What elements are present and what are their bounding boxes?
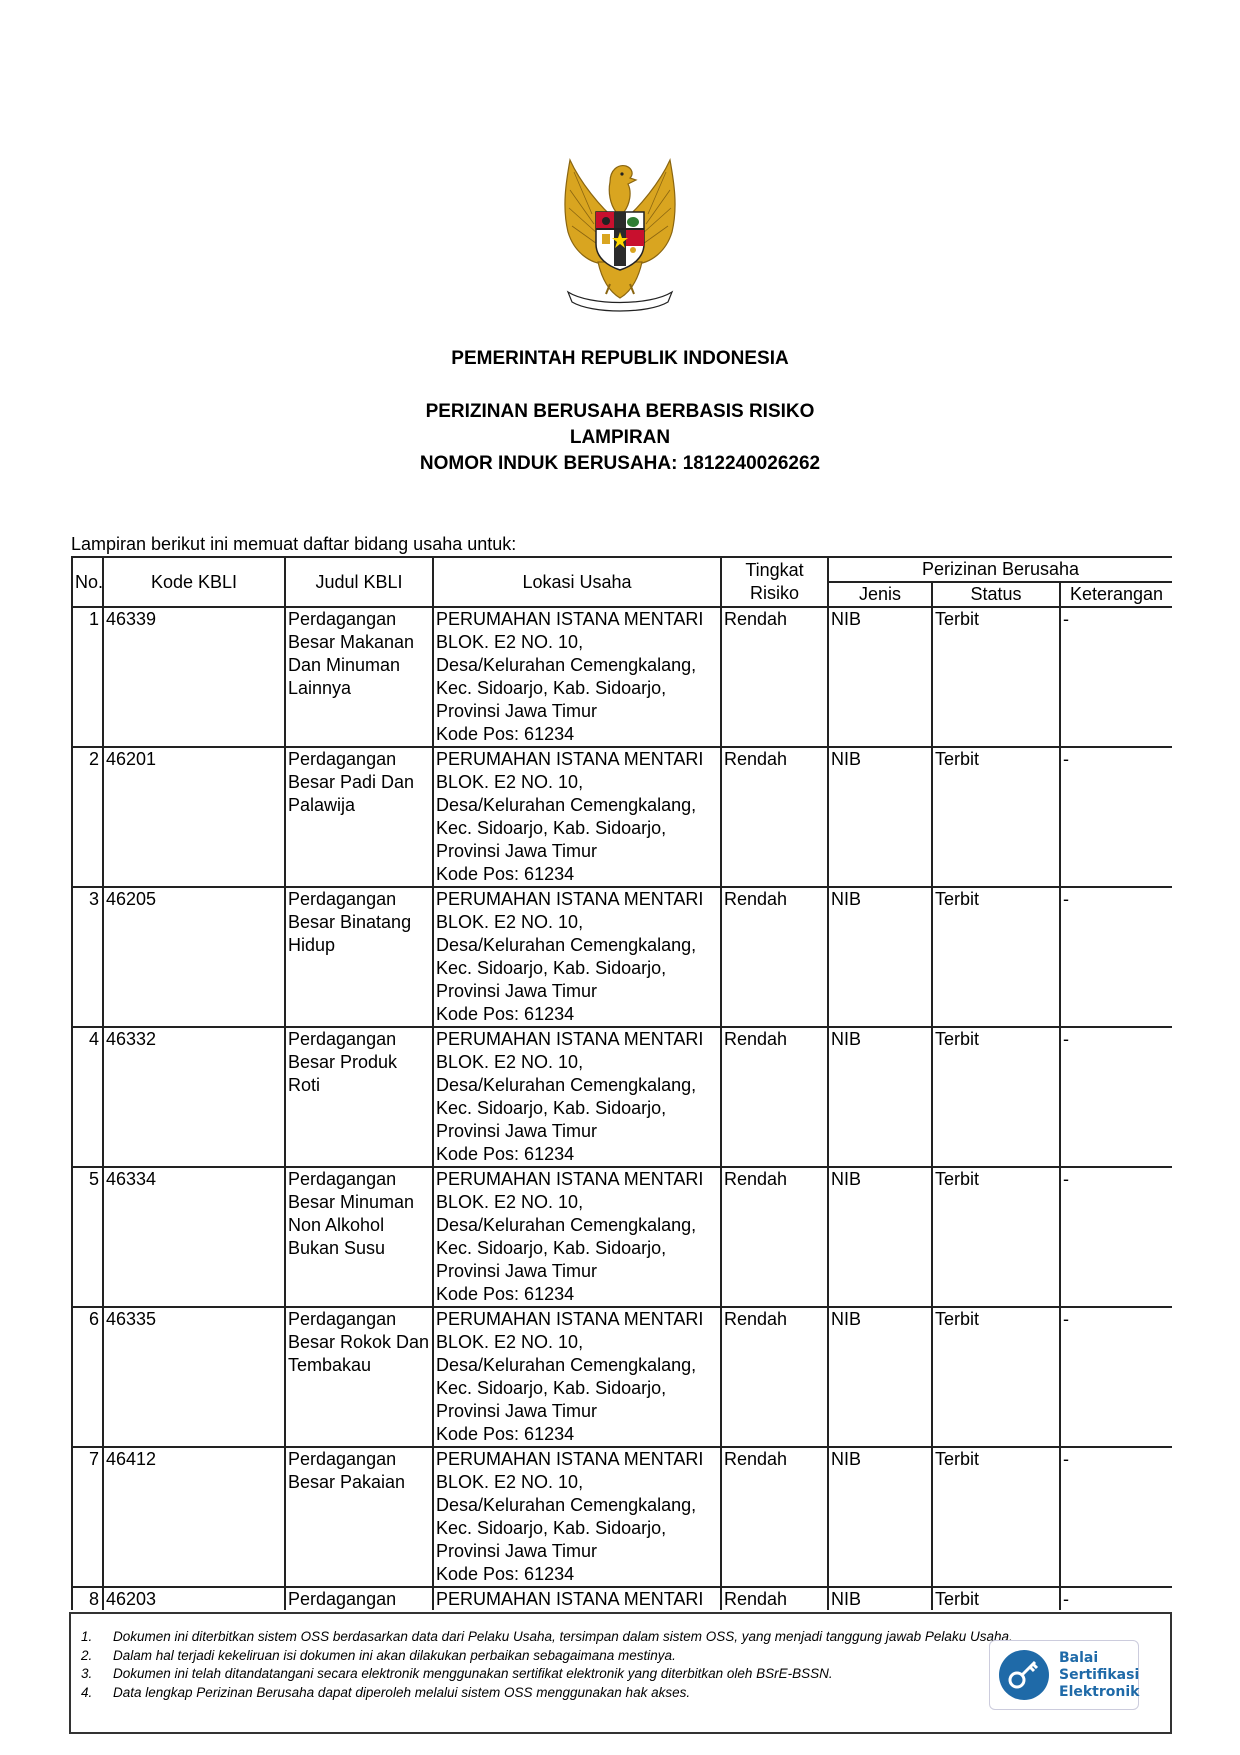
header-no: No. xyxy=(72,557,103,607)
cell-lokasi-usaha-line: PERUMAHAN ISTANA MENTARI xyxy=(436,609,704,629)
cell-lokasi-usaha-line: PERUMAHAN ISTANA MENTARI xyxy=(436,1309,704,1329)
cell-tingkat-risiko: Rendah xyxy=(721,747,828,887)
cell-lokasi-usaha xyxy=(433,607,721,747)
cell-no: 1 xyxy=(72,607,103,747)
cell-lokasi-usaha-line: Kode Pos: 61234 xyxy=(436,1004,575,1024)
cell-kode-kbli: 46412 xyxy=(103,1447,285,1587)
cell-no: 7 xyxy=(72,1447,103,1587)
cell-lokasi-usaha-line: BLOK. E2 NO. 10, xyxy=(436,912,584,932)
table-row xyxy=(72,747,1172,887)
cell-keterangan: - xyxy=(1060,747,1172,887)
cell-jenis: NIB xyxy=(828,1447,932,1587)
cell-judul-kbli xyxy=(285,1447,433,1587)
title-line-2: LAMPIRAN xyxy=(569,427,671,448)
cell-keterangan: - xyxy=(1060,607,1172,747)
cell-no: 3 xyxy=(72,887,103,1027)
cell-lokasi-usaha-line: Provinsi Jawa Timur xyxy=(436,1121,598,1141)
cell-lokasi-usaha-line: Desa/Kelurahan Cemengkalang, xyxy=(436,935,697,955)
cell-lokasi-usaha-line: Kec. Sidoarjo, Kab. Sidoarjo, xyxy=(436,1378,667,1398)
footer-note-number: 2. xyxy=(81,1647,93,1663)
header-tingkat-risiko xyxy=(721,557,828,607)
cell-lokasi-usaha-line: Desa/Kelurahan Cemengkalang, xyxy=(436,1495,697,1515)
bsre-line-2: Sertifikasi xyxy=(1059,1667,1140,1683)
cell-lokasi-usaha-line: BLOK. E2 NO. 10, xyxy=(436,1052,584,1072)
cell-no: 2 xyxy=(72,747,103,887)
cell-no: 8 xyxy=(72,1587,103,1610)
cell-jenis: NIB xyxy=(828,747,932,887)
cell-lokasi-usaha-line: BLOK. E2 NO. 10, xyxy=(436,1192,584,1212)
cell-lokasi-usaha-line: Kec. Sidoarjo, Kab. Sidoarjo, xyxy=(436,1238,667,1258)
cell-judul-kbli-line: Lainnya xyxy=(288,678,352,698)
cell-judul-kbli xyxy=(285,1167,433,1307)
cell-jenis: NIB xyxy=(828,887,932,1027)
cell-lokasi-usaha-line: Provinsi Jawa Timur xyxy=(436,1401,598,1421)
cell-jenis: NIB xyxy=(828,1167,932,1307)
cell-lokasi-usaha-line: Kode Pos: 61234 xyxy=(436,1284,575,1304)
cell-status: Terbit xyxy=(932,607,1060,747)
footer-note-text: Dokumen ini diterbitkan sistem OSS berdasarkan data dari Pelaku Usaha, tersimpan dalam sistem OSS, yang menjadi tanggung jawab Pelaku Usaha. xyxy=(113,1629,1013,1644)
bsre-line-3: Elektronik xyxy=(1059,1684,1140,1700)
header-judul-kbli: Judul KBLI xyxy=(285,557,433,607)
cell-judul-kbli-line: Perdagangan xyxy=(288,889,397,909)
kbli-table-container xyxy=(71,556,1172,1610)
cell-lokasi-usaha-line: Kode Pos: 61234 xyxy=(436,724,575,744)
cell-judul-kbli-line: Roti xyxy=(288,1075,321,1095)
cell-judul-kbli-line: Perdagangan xyxy=(288,609,397,629)
footer-note-number: 3. xyxy=(81,1666,93,1681)
cell-judul-kbli-line: Besar Produk xyxy=(288,1052,398,1072)
footer-note xyxy=(81,1628,1061,1647)
cell-lokasi-usaha-line: PERUMAHAN ISTANA MENTARI xyxy=(436,889,704,909)
title-line-nib: NOMOR INDUK BERUSAHA: 1812240026262 xyxy=(419,453,821,474)
cell-judul-kbli xyxy=(285,887,433,1027)
document-title xyxy=(0,399,1240,477)
bsre-key-icon xyxy=(997,1648,1051,1702)
cell-lokasi-usaha-line: PERUMAHAN ISTANA MENTARI xyxy=(436,749,704,769)
header-risiko-line-1: Tingkat xyxy=(745,560,804,580)
title-line-1: PERIZINAN BERUSAHA BERBASIS RISIKO xyxy=(425,401,815,422)
cell-lokasi-usaha-line: Desa/Kelurahan Cemengkalang, xyxy=(436,1075,697,1095)
cell-kode-kbli: 46205 xyxy=(103,887,285,1027)
cell-judul-kbli-line: Palawija xyxy=(288,795,356,815)
cell-tingkat-risiko: Rendah xyxy=(721,1167,828,1307)
cell-lokasi-usaha-line: Kec. Sidoarjo, Kab. Sidoarjo, xyxy=(436,1518,667,1538)
footer-notes-box xyxy=(69,1612,1172,1734)
government-heading: PEMERINTAH REPUBLIK INDONESIA xyxy=(451,348,789,369)
cell-status: Terbit xyxy=(932,1027,1060,1167)
bsre-line-1: Balai xyxy=(1059,1650,1099,1666)
header-risiko-line-2: Risiko xyxy=(749,583,799,603)
cell-lokasi-usaha-line: Desa/Kelurahan Cemengkalang, xyxy=(436,1215,697,1235)
cell-lokasi-usaha-line: BLOK. E2 NO. 10, xyxy=(436,772,584,792)
cell-lokasi-usaha xyxy=(433,1167,721,1307)
footer-note-number: 1. xyxy=(81,1629,93,1644)
cell-status: Terbit xyxy=(932,747,1060,887)
cell-lokasi-usaha-line: Desa/Kelurahan Cemengkalang, xyxy=(436,1355,697,1375)
cell-judul-kbli xyxy=(285,1027,433,1167)
cell-judul-kbli xyxy=(285,1307,433,1447)
kbli-table-body xyxy=(72,607,1172,1610)
header-kode-kbli: Kode KBLI xyxy=(103,557,285,607)
cell-lokasi-usaha-line: BLOK. E2 NO. 10, xyxy=(436,1472,584,1492)
cell-lokasi-usaha-line: Kec. Sidoarjo, Kab. Sidoarjo, xyxy=(436,958,667,978)
cell-no: 4 xyxy=(72,1027,103,1167)
cell-lokasi-usaha-line: Kec. Sidoarjo, Kab. Sidoarjo, xyxy=(436,818,667,838)
cell-status: Terbit xyxy=(932,887,1060,1027)
cell-tingkat-risiko: Rendah xyxy=(721,1587,828,1610)
table-row xyxy=(72,1447,1172,1587)
cell-status: Terbit xyxy=(932,1307,1060,1447)
cell-judul-kbli-line: Perdagangan xyxy=(288,1449,397,1469)
cell-judul-kbli-line: Non Alkohol xyxy=(288,1215,385,1235)
bsre-text xyxy=(1059,1650,1139,1701)
cell-lokasi-usaha xyxy=(433,747,721,887)
cell-jenis: NIB xyxy=(828,607,932,747)
cell-kode-kbli: 46332 xyxy=(103,1027,285,1167)
cell-judul-kbli-line: Perdagangan xyxy=(288,749,397,769)
cell-status: Terbit xyxy=(932,1167,1060,1307)
table-row xyxy=(72,1587,1172,1610)
footer-note xyxy=(81,1647,1061,1666)
cell-lokasi-usaha xyxy=(433,1307,721,1447)
header-perizinan-berusaha: Perizinan Berusaha xyxy=(828,557,1172,582)
cell-lokasi-usaha-line: PERUMAHAN ISTANA MENTARI xyxy=(436,1169,704,1189)
cell-judul-kbli-line: Bukan Susu xyxy=(288,1238,386,1258)
cell-judul-kbli-line: Tembakau xyxy=(288,1355,372,1375)
cell-judul-kbli-line: Besar Padi Dan xyxy=(288,772,415,792)
cell-lokasi-usaha xyxy=(433,1447,721,1587)
cell-status: Terbit xyxy=(932,1447,1060,1587)
header-keterangan: Keterangan xyxy=(1060,582,1172,607)
cell-judul-kbli-line: Besar Minuman xyxy=(288,1192,415,1212)
cell-lokasi-usaha-line: Kode Pos: 61234 xyxy=(436,1144,575,1164)
table-row xyxy=(72,1027,1172,1167)
cell-judul-kbli-line: Besar Rokok Dan xyxy=(288,1332,430,1352)
cell-lokasi-usaha xyxy=(433,1027,721,1167)
table-row xyxy=(72,1167,1172,1307)
table-row xyxy=(72,607,1172,747)
cell-lokasi-usaha-line: Provinsi Jawa Timur xyxy=(436,981,598,1001)
cell-lokasi-usaha-line: Desa/Kelurahan Cemengkalang, xyxy=(436,795,697,815)
cell-lokasi-usaha-line: PERUMAHAN ISTANA MENTARI xyxy=(436,1589,704,1609)
footer-note xyxy=(81,1684,1061,1703)
cell-judul-kbli-line: Besar Pakaian xyxy=(288,1472,406,1492)
cell-lokasi-usaha-line: Provinsi Jawa Timur xyxy=(436,701,598,721)
cell-no: 5 xyxy=(72,1167,103,1307)
kbli-table xyxy=(71,556,1172,1610)
header-status: Status xyxy=(932,582,1060,607)
cell-judul-kbli xyxy=(285,607,433,747)
table-row xyxy=(72,1307,1172,1447)
cell-judul-kbli-line: Perdagangan xyxy=(288,1589,397,1609)
footer-note-number: 4. xyxy=(81,1684,93,1700)
cell-jenis: NIB xyxy=(828,1307,932,1447)
cell-jenis: NIB xyxy=(828,1027,932,1167)
cell-tingkat-risiko: Rendah xyxy=(721,1447,828,1587)
cell-keterangan: - xyxy=(1060,887,1172,1027)
cell-jenis: NIB xyxy=(828,1587,932,1610)
cell-keterangan: - xyxy=(1060,1447,1172,1587)
cell-judul-kbli xyxy=(285,747,433,887)
table-row xyxy=(72,887,1172,1027)
cell-keterangan: - xyxy=(1060,1167,1172,1307)
cell-lokasi-usaha-line: PERUMAHAN ISTANA MENTARI xyxy=(436,1029,704,1049)
cell-judul-kbli xyxy=(285,1587,433,1610)
garuda-emblem-graphic xyxy=(540,152,700,322)
cell-lokasi-usaha-line: Kode Pos: 61234 xyxy=(436,864,575,884)
header-jenis: Jenis xyxy=(828,582,932,607)
cell-judul-kbli-line: Perdagangan xyxy=(288,1169,397,1189)
cell-lokasi-usaha-line: Provinsi Jawa Timur xyxy=(436,841,598,861)
cell-lokasi-usaha-line: Kec. Sidoarjo, Kab. Sidoarjo, xyxy=(436,1098,667,1118)
cell-judul-kbli-line: Perdagangan xyxy=(288,1029,397,1049)
cell-lokasi-usaha-line: PERUMAHAN ISTANA MENTARI xyxy=(436,1449,704,1469)
cell-keterangan: - xyxy=(1060,1587,1172,1610)
footer-notes-list xyxy=(81,1628,1061,1702)
cell-kode-kbli: 46334 xyxy=(103,1167,285,1307)
cell-lokasi-usaha xyxy=(433,1587,721,1610)
cell-lokasi-usaha-line: Kode Pos: 61234 xyxy=(436,1564,575,1584)
cell-tingkat-risiko: Rendah xyxy=(721,607,828,747)
bsre-badge xyxy=(989,1640,1149,1710)
cell-keterangan: - xyxy=(1060,1307,1172,1447)
cell-lokasi-usaha-line: BLOK. E2 NO. 10, xyxy=(436,1332,584,1352)
cell-kode-kbli: 46201 xyxy=(103,747,285,887)
cell-tingkat-risiko: Rendah xyxy=(721,887,828,1027)
cell-judul-kbli-line: Perdagangan xyxy=(288,1309,397,1329)
footer-note-text: Dalam hal terjadi kekeliruan isi dokumen ini akan dilakukan perbaikan sebagaimana mestinya. xyxy=(113,1647,676,1663)
cell-no: 6 xyxy=(72,1307,103,1447)
cell-tingkat-risiko: Rendah xyxy=(721,1307,828,1447)
garuda-emblem xyxy=(540,152,700,322)
cell-lokasi-usaha xyxy=(433,887,721,1027)
cell-kode-kbli: 46335 xyxy=(103,1307,285,1447)
cell-judul-kbli-line: Besar Binatang xyxy=(288,912,412,932)
cell-lokasi-usaha-line: Provinsi Jawa Timur xyxy=(436,1541,598,1561)
header-lokasi-usaha: Lokasi Usaha xyxy=(433,557,721,607)
cell-status: Terbit xyxy=(932,1587,1060,1610)
footer-note xyxy=(81,1665,1061,1684)
cell-judul-kbli-line: Dan Minuman xyxy=(288,655,401,675)
cell-keterangan: - xyxy=(1060,1027,1172,1167)
cell-lokasi-usaha-line: BLOK. E2 NO. 10, xyxy=(436,632,584,652)
cell-lokasi-usaha-line: Kec. Sidoarjo, Kab. Sidoarjo, xyxy=(436,678,667,698)
cell-judul-kbli-line: Besar Makanan xyxy=(288,632,415,652)
intro-text: Lampiran berikut ini memuat daftar bidang usaha untuk: xyxy=(71,534,517,554)
cell-tingkat-risiko: Rendah xyxy=(721,1027,828,1167)
cell-lokasi-usaha-line: Desa/Kelurahan Cemengkalang, xyxy=(436,655,697,675)
cell-kode-kbli: 46339 xyxy=(103,607,285,747)
footer-note-text: Dokumen ini telah ditandatangani secara elektronik menggunakan sertifikat elektronik yang diterbitkan oleh BSrE-BSSN. xyxy=(113,1666,833,1681)
footer-note-text: Data lengkap Perizinan Berusaha dapat diperoleh melalui sistem OSS menggunakan hak akses. xyxy=(113,1684,691,1700)
cell-lokasi-usaha-line: Kode Pos: 61234 xyxy=(436,1424,575,1444)
cell-judul-kbli-line: Hidup xyxy=(288,935,336,955)
cell-lokasi-usaha-line: Provinsi Jawa Timur xyxy=(436,1261,598,1281)
cell-kode-kbli: 46203 xyxy=(103,1587,285,1610)
